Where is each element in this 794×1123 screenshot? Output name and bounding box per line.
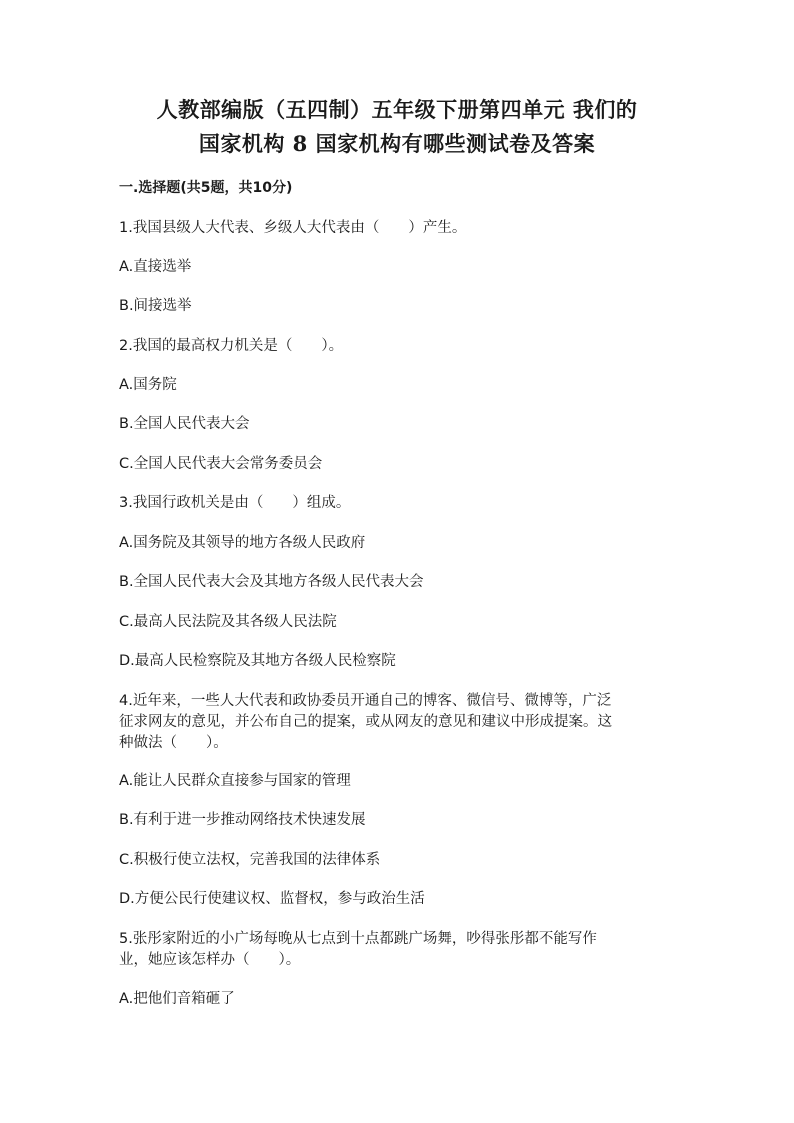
document-title-line-2: 国家机构 8 国家机构有哪些测试卷及答案 xyxy=(198,131,596,156)
question-3-option-d: D.最高人民检察院及其地方各级人民检察院 xyxy=(119,653,396,669)
question-4-stem-line-3: 种做法（ ）。 xyxy=(119,735,228,751)
question-4-option-d: D.方便公民行使建议权、监督权，参与政治生活 xyxy=(119,891,425,907)
question-4-stem-line-1: 4.近年来，一些人大代表和政协委员开通自己的博客、微信号、微博等，广泛 xyxy=(119,693,612,709)
question-3-option-a: A.国务院及其领导的地方各级人民政府 xyxy=(119,535,366,551)
question-5-stem-line-2: 业，她应该怎样办（ ）。 xyxy=(119,952,301,968)
question-4-stem-line-2: 征求网友的意见，并公布自己的提案，或从网友的意见和建议中形成提案。这 xyxy=(119,714,612,730)
question-2-option-a: A.国务院 xyxy=(119,377,177,393)
question-2-option-b: B.全国人民代表大会 xyxy=(119,416,250,432)
question-3-option-c: C.最高人民法院及其各级人民法院 xyxy=(119,614,337,630)
question-4-option-a: A.能让人民群众直接参与国家的管理 xyxy=(119,773,351,789)
question-5-stem-line-1: 5.张彤家附近的小广场每晚从七点到十点都跳广场舞，吵得张彤都不能写作 xyxy=(119,931,597,947)
question-1-stem: 1.我国县级人大代表、乡级人大代表由（ ）产生。 xyxy=(119,220,467,236)
question-2-option-c: C.全国人民代表大会常务委员会 xyxy=(119,456,323,472)
question-3-option-b: B.全国人民代表大会及其地方各级人民代表大会 xyxy=(119,574,424,590)
question-5-option-a: A.把他们音箱砸了 xyxy=(119,991,235,1007)
question-1-option-b: B.间接选举 xyxy=(119,298,192,314)
section-heading: 一.选择题(共5题，共10分) xyxy=(119,180,293,196)
question-4-option-c: C.积极行使立法权，完善我国的法律体系 xyxy=(119,852,381,868)
question-4-option-b: B.有利于进一步推动网络技术快速发展 xyxy=(119,812,366,828)
document-title-line-1: 人教部编版（五四制）五年级下册第四单元 我们的 xyxy=(156,97,638,122)
question-2-stem: 2.我国的最高权力机关是（ ）。 xyxy=(119,338,344,354)
question-1-option-a: A.直接选举 xyxy=(119,259,192,275)
question-3-stem: 3.我国行政机关是由（ ）组成。 xyxy=(119,495,351,511)
